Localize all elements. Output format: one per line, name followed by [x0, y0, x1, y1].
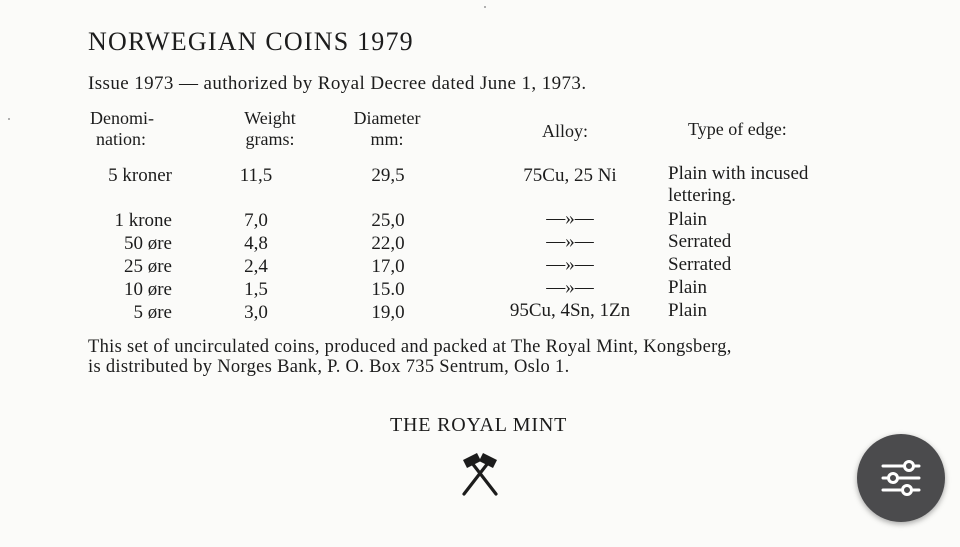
mint-name: THE ROYAL MINT [390, 414, 568, 436]
denomination-cell: 25 øre [123, 256, 172, 277]
diameter-cell: 15.0 [371, 279, 405, 300]
alloy-cell: —»— [546, 231, 594, 252]
diameter-cell: 22,0 [371, 233, 405, 254]
weight-cell: 1,5 [244, 279, 268, 300]
header-denomination: Denomi- nation: [90, 108, 154, 149]
alloy-cell: 75Cu, 25 Ni [523, 165, 617, 186]
crossed-hammers-icon [454, 450, 506, 502]
denomination-cell: 50 øre [123, 233, 172, 254]
diameter-cell: 17,0 [371, 256, 405, 277]
speck [8, 118, 10, 120]
filter-settings-button[interactable] [857, 434, 945, 522]
weight-cell: 4,8 [244, 233, 268, 254]
header-alloy: Alloy: [541, 121, 588, 141]
header-edge: Type of edge: [688, 119, 787, 139]
speck [484, 6, 486, 8]
edge-cell: Plain [668, 277, 708, 298]
issue-line: Issue 1973 — authorized by Royal Decree dated June 1, 1973. [88, 73, 587, 94]
edge-cell: Plain [668, 300, 708, 321]
alloy-cell: —»— [546, 254, 594, 275]
denomination-cell: 10 øre [123, 279, 172, 300]
edge-cell: Serrated [668, 254, 732, 275]
weight-cell: 11,5 [239, 165, 273, 186]
sliders-icon [877, 454, 925, 502]
denomination-cell: 5 kroner [108, 165, 172, 186]
weight-cell: 7,0 [244, 210, 268, 231]
alloy-cell: —»— [546, 208, 594, 229]
weight-cell: 3,0 [244, 302, 268, 323]
document-title: NORWEGIAN COINS 1979 [88, 27, 414, 56]
edge-cell: Plain [668, 209, 708, 230]
edge-cell: Plain with incused lettering. [668, 163, 809, 206]
diameter-cell: 29,5 [371, 165, 405, 186]
alloy-cell: 95Cu, 4Sn, 1Zn [509, 300, 631, 321]
diameter-cell: 25,0 [371, 210, 405, 231]
alloy-cell: —»— [546, 277, 594, 298]
denomination-cell: 5 øre [133, 302, 172, 323]
distribution-note: This set of uncirculated coins, produced and packed at The Royal Mint, Kongsberg, is distributed by Norges Bank, P. O. Box 735 Sentrum, Oslo 1. [88, 337, 732, 377]
header-diameter: Diameter mm: [353, 108, 421, 149]
denomination-cell: 1 krone [114, 210, 172, 231]
diameter-cell: 19,0 [371, 302, 405, 323]
weight-cell: 2,4 [244, 256, 268, 277]
header-weight: Weight grams: [244, 108, 296, 149]
edge-cell: Serrated [668, 231, 732, 252]
